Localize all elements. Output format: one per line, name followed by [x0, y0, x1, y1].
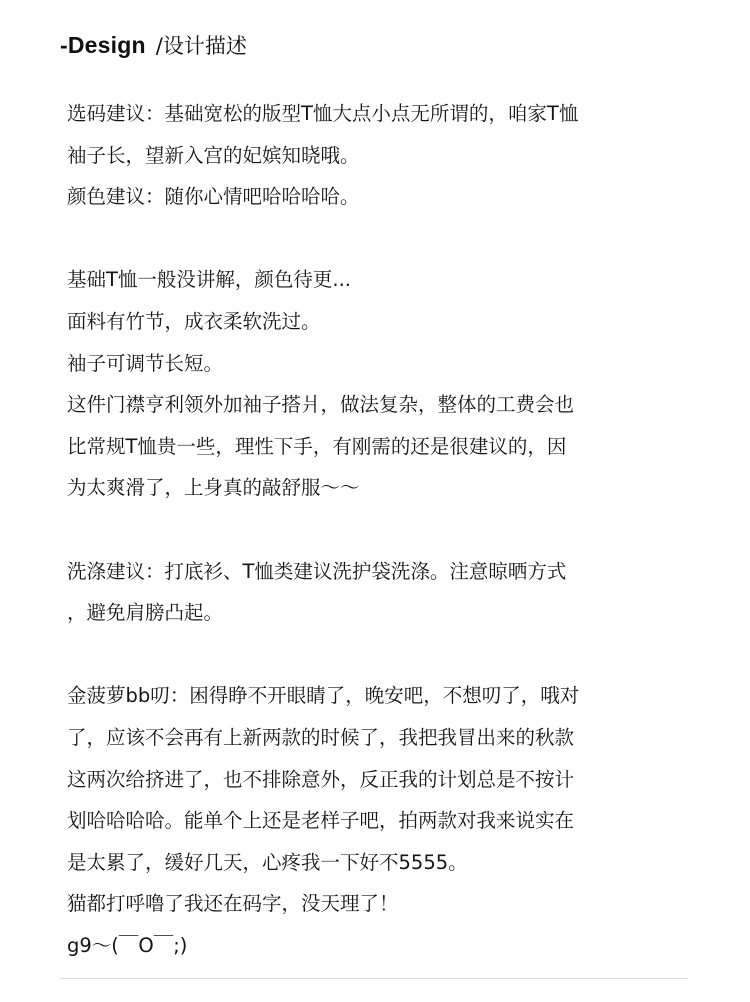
size-advice-paragraph — [67, 93, 707, 176]
section-header — [60, 30, 247, 70]
text-line: 袖子可调节长短。 — [67, 351, 224, 375]
description-content — [67, 93, 707, 966]
text-line: 为太爽滑了，上身真的敲舒服～～ — [67, 476, 360, 500]
paragraph-spacer — [67, 509, 707, 551]
text-line: ，避免肩膀凸起。 — [67, 601, 224, 625]
details-paragraph — [67, 259, 707, 509]
wash-advice-paragraph — [67, 551, 707, 634]
text-line: 这两次给挤进了，也不排除意外，反正我的计划总是不按计 — [67, 767, 575, 791]
text-line: 基础T恤一般没讲解，颜色待更... — [67, 268, 352, 292]
text-line: 猫都打呼噜了我还在码字，没天理了！ — [67, 892, 399, 916]
text-line: 是太累了，缓好几天，心疼我一下好不5555。 — [67, 850, 468, 874]
text-line: 金菠萝bb叨：困得睁不开眼睛了，晚安吧，不想叨了，哦对 — [67, 684, 580, 708]
text-line: 洗涤建议：打底衫、T恤类建议洗护袋洗涤。注意晾晒方式 — [67, 559, 567, 583]
section-title-en: -Design — [60, 32, 146, 58]
paragraph-spacer — [67, 634, 707, 676]
text-line: 划哈哈哈哈。能单个上还是老样子吧，拍两款对我来说实在 — [67, 809, 575, 833]
section-title-cn: /设计描述 — [155, 34, 247, 58]
text-line: g9～(￣O￣;) — [67, 933, 188, 957]
bottom-divider — [60, 978, 688, 979]
text-line: 选码建议：基础宽松的版型T恤大点小点无所谓的，咱家T恤 — [67, 102, 579, 125]
text-line: 了，应该不会再有上新两款的时候了，我把我冒出来的秋款 — [67, 725, 575, 749]
chat-paragraph — [67, 675, 707, 966]
text-line: 比常规T恤贵一些，理性下手，有刚需的还是很建议的，因 — [67, 434, 567, 458]
text-line: 这件门襟亨利领外加袖子搭爿，做法复杂，整体的工费会也 — [67, 393, 575, 417]
color-advice-line: 颜色建议：随你心情吧哈哈哈哈。 — [67, 185, 360, 209]
text-line: 袖子长，望新入宫的妃嫔知晓哦。 — [67, 143, 360, 167]
paragraph-spacer — [67, 218, 707, 260]
text-line: 面料有竹节，成衣柔软洗过。 — [67, 309, 321, 333]
